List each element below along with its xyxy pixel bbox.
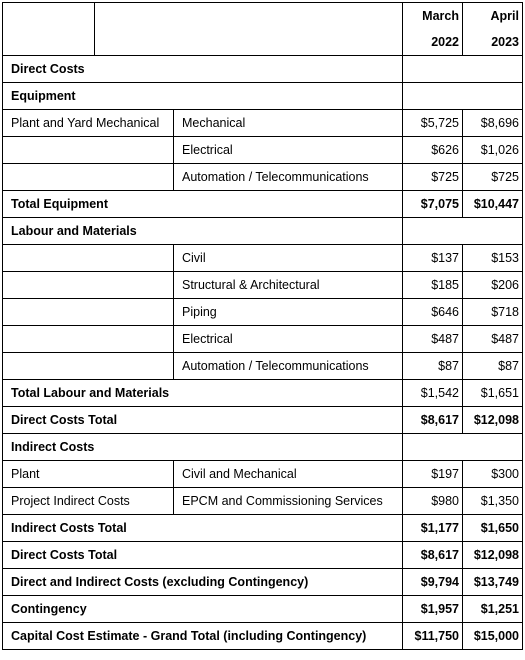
table-row — [3, 461, 523, 488]
capital-cost-table — [2, 2, 523, 650]
total-labour-label: Total Labour and Materials — [3, 380, 403, 407]
empty-cell — [403, 83, 523, 110]
april-value: $15,000 — [463, 623, 523, 650]
item-label: Electrical — [174, 326, 403, 353]
march-value: $725 — [403, 164, 463, 191]
empty-cell — [403, 218, 523, 245]
total-row — [3, 407, 523, 434]
april-value: $300 — [463, 461, 523, 488]
april-value: $487 — [463, 326, 523, 353]
header-empty-left — [3, 3, 95, 56]
march-value: $1,957 — [403, 596, 463, 623]
item-label: Mechanical — [174, 110, 403, 137]
table-row — [3, 326, 523, 353]
group-label — [3, 164, 174, 191]
group-label — [3, 353, 174, 380]
group-label: Plant and Yard Mechanical — [3, 110, 174, 137]
item-label: Automation / Telecommunications — [174, 164, 403, 191]
table-row — [3, 137, 523, 164]
april-value: $13,749 — [463, 569, 523, 596]
march-value: $9,794 — [403, 569, 463, 596]
table-row — [3, 245, 523, 272]
table-row — [3, 164, 523, 191]
item-label: Automation / Telecommunications — [174, 353, 403, 380]
section-indirect-costs: Indirect Costs — [3, 434, 403, 461]
march-value: $11,750 — [403, 623, 463, 650]
table-row — [3, 272, 523, 299]
total-row — [3, 569, 523, 596]
march-value: $7,075 — [403, 191, 463, 218]
empty-cell — [403, 56, 523, 83]
total-row — [3, 623, 523, 650]
section-equipment: Equipment — [3, 83, 403, 110]
april-value: $1,026 — [463, 137, 523, 164]
total-row — [3, 191, 523, 218]
april-value: $12,098 — [463, 542, 523, 569]
section-row — [3, 434, 523, 461]
section-labour-materials: Labour and Materials — [3, 218, 403, 245]
total-row — [3, 542, 523, 569]
group-label — [3, 245, 174, 272]
march-value: $1,177 — [403, 515, 463, 542]
april-value: $1,350 — [463, 488, 523, 515]
april-value: $1,650 — [463, 515, 523, 542]
april-value: $725 — [463, 164, 523, 191]
item-label: Piping — [174, 299, 403, 326]
header-row — [3, 3, 523, 56]
item-label: Civil — [174, 245, 403, 272]
march-value: $197 — [403, 461, 463, 488]
march-value: $626 — [403, 137, 463, 164]
header-empty-mid — [95, 3, 403, 56]
april-value: $1,251 — [463, 596, 523, 623]
group-label — [3, 299, 174, 326]
item-label: EPCM and Commissioning Services — [174, 488, 403, 515]
march-value: $8,617 — [403, 542, 463, 569]
march-value: $185 — [403, 272, 463, 299]
table-row — [3, 110, 523, 137]
march-value: $980 — [403, 488, 463, 515]
april-value: $8,696 — [463, 110, 523, 137]
contingency-label: Contingency — [3, 596, 403, 623]
section-direct-costs: Direct Costs — [3, 56, 403, 83]
april-value: $153 — [463, 245, 523, 272]
march-value: $8,617 — [403, 407, 463, 434]
header-march-2022: March 2022 — [403, 3, 463, 56]
item-label: Electrical — [174, 137, 403, 164]
total-row — [3, 380, 523, 407]
section-row — [3, 56, 523, 83]
section-row — [3, 218, 523, 245]
april-value: $87 — [463, 353, 523, 380]
april-value: $1,651 — [463, 380, 523, 407]
march-value: $87 — [403, 353, 463, 380]
april-value: $718 — [463, 299, 523, 326]
march-value: $646 — [403, 299, 463, 326]
section-row — [3, 83, 523, 110]
item-label: Civil and Mechanical — [174, 461, 403, 488]
march-value: $5,725 — [403, 110, 463, 137]
group-label — [3, 137, 174, 164]
group-label — [3, 272, 174, 299]
april-value: $12,098 — [463, 407, 523, 434]
march-value: $1,542 — [403, 380, 463, 407]
march-value: $487 — [403, 326, 463, 353]
header-april-2023: April 2023 — [463, 3, 523, 56]
direct-costs-total-label: Direct Costs Total — [3, 542, 403, 569]
april-value: $10,447 — [463, 191, 523, 218]
march-value: $137 — [403, 245, 463, 272]
group-label: Project Indirect Costs — [3, 488, 174, 515]
group-label: Plant — [3, 461, 174, 488]
total-row — [3, 515, 523, 542]
total-row — [3, 596, 523, 623]
empty-cell — [403, 434, 523, 461]
indirect-costs-total-label: Indirect Costs Total — [3, 515, 403, 542]
table-row — [3, 488, 523, 515]
table-row — [3, 299, 523, 326]
group-label — [3, 326, 174, 353]
item-label: Structural & Architectural — [174, 272, 403, 299]
april-value: $206 — [463, 272, 523, 299]
total-equipment-label: Total Equipment — [3, 191, 403, 218]
table-row — [3, 353, 523, 380]
direct-and-indirect-label: Direct and Indirect Costs (excluding Contingency) — [3, 569, 403, 596]
direct-costs-total-label: Direct Costs Total — [3, 407, 403, 434]
grand-total-label: Capital Cost Estimate - Grand Total (including Contingency) — [3, 623, 403, 650]
